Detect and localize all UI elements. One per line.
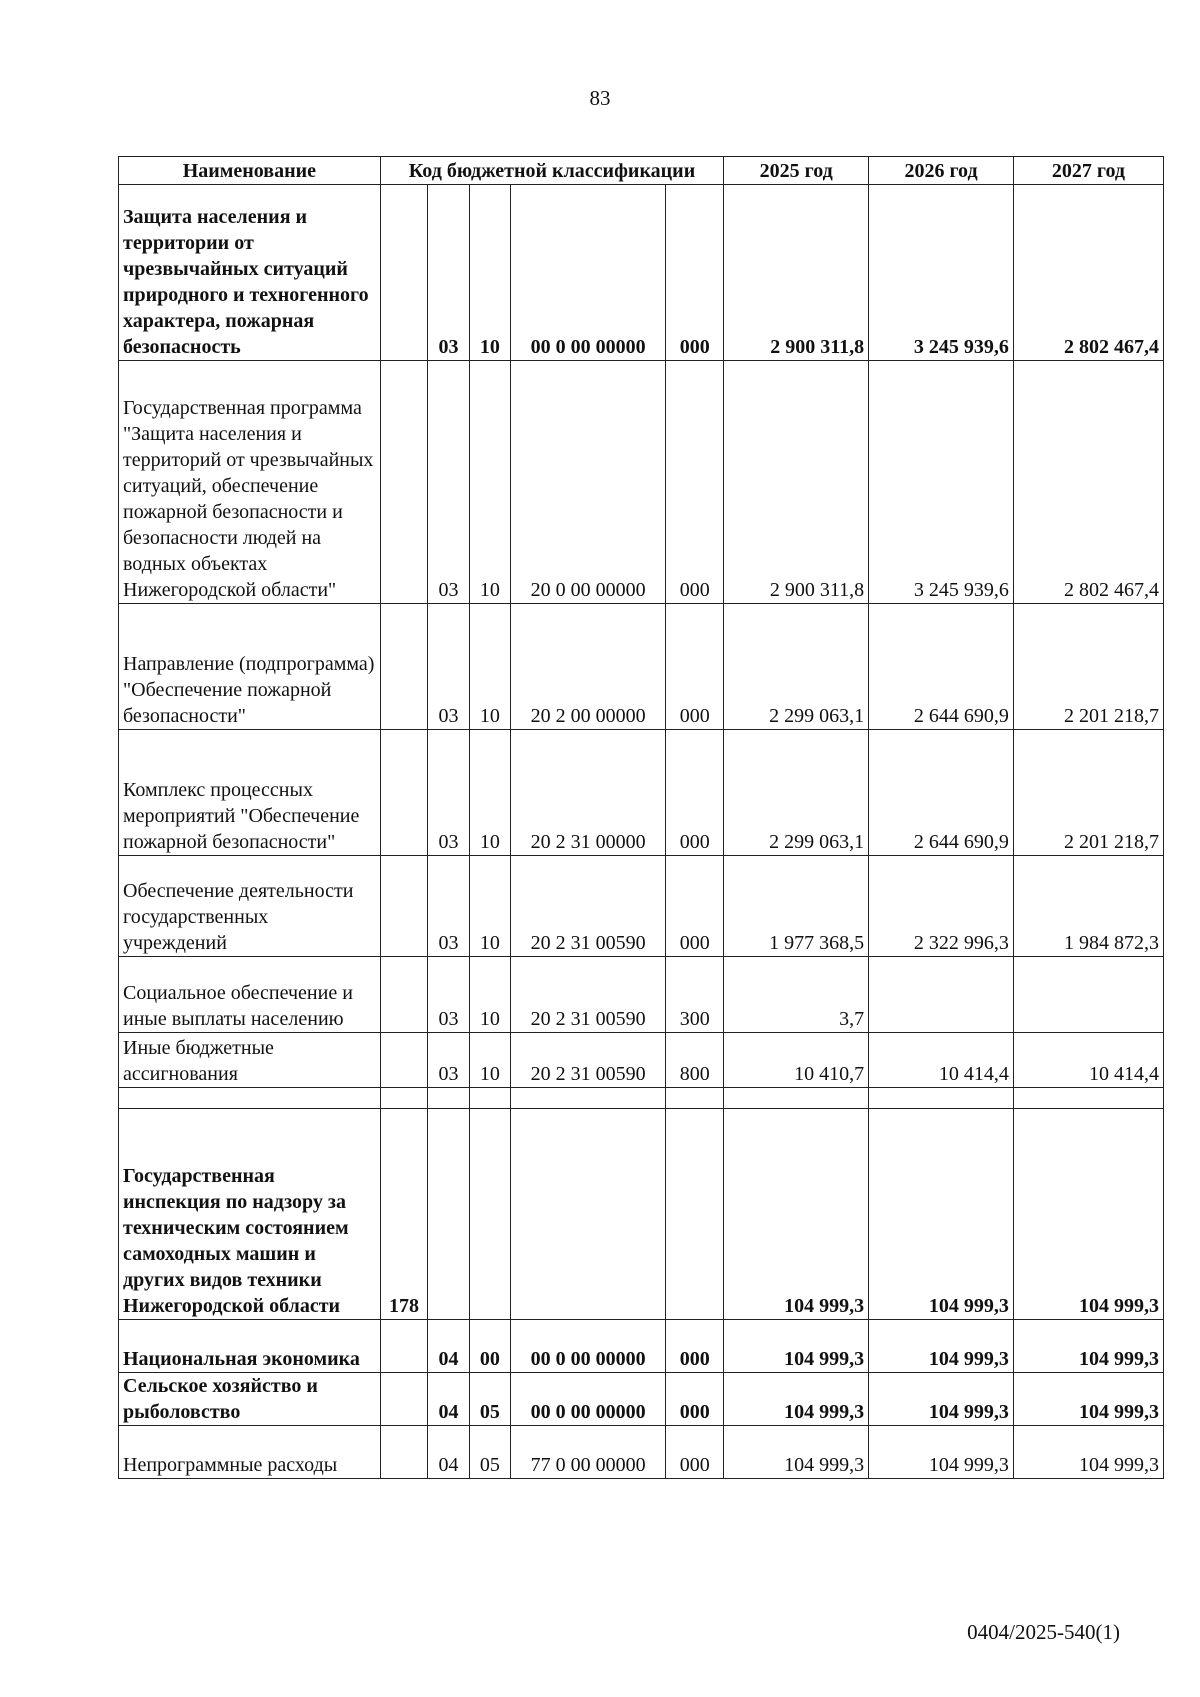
row-value-2025: 10 410,7 bbox=[724, 1033, 869, 1088]
header-name: Наименование bbox=[119, 157, 381, 185]
row-code-section: 03 bbox=[428, 957, 469, 1033]
row-code-type: 000 bbox=[666, 730, 724, 856]
table-row bbox=[119, 361, 1164, 604]
row-code-type: 000 bbox=[666, 185, 724, 361]
row-code-section: 04 bbox=[428, 1373, 469, 1426]
row-code-org bbox=[380, 1033, 428, 1088]
row-code-org: 178 bbox=[380, 1109, 428, 1320]
table-header-row bbox=[119, 157, 1164, 185]
row-code-target: 00 0 00 00000 bbox=[511, 1320, 666, 1373]
row-value-2025: 104 999,3 bbox=[724, 1373, 869, 1426]
table-row bbox=[119, 856, 1164, 957]
row-name: Обеспечение деятельности государственных учреждений bbox=[119, 856, 381, 957]
row-value-2026: 104 999,3 bbox=[869, 1109, 1014, 1320]
row-code-target: 20 2 00 00000 bbox=[511, 604, 666, 730]
row-name: Государственная программа "Защита населения и территорий от чрезвычайных ситуаций, обеспечение пожарной безопасности и безопасности людей на водных объектах Нижегородской области" bbox=[119, 361, 381, 604]
row-name: Государственная инспекция по надзору за техническим состоянием самоходных машин и других видов техники Нижегородской области bbox=[119, 1109, 381, 1320]
row-value-2027: 10 414,4 bbox=[1013, 1033, 1163, 1088]
row-code-section: 03 bbox=[428, 361, 469, 604]
row-name: Социальное обеспечение и иные выплаты населению bbox=[119, 957, 381, 1033]
row-code-section: 04 bbox=[428, 1320, 469, 1373]
row-code-target: 77 0 00 00000 bbox=[511, 1426, 666, 1479]
row-code-type: 000 bbox=[666, 604, 724, 730]
row-code-org bbox=[380, 957, 428, 1033]
row-code-subsection: 10 bbox=[469, 1033, 510, 1088]
row-code-subsection: 10 bbox=[469, 856, 510, 957]
row-value-2026: 104 999,3 bbox=[869, 1320, 1014, 1373]
row-name: Направление (подпрограмма) "Обеспечение пожарной безопасности" bbox=[119, 604, 381, 730]
table-row bbox=[119, 604, 1164, 730]
row-value-2025: 104 999,3 bbox=[724, 1109, 869, 1320]
row-code-subsection: 05 bbox=[469, 1373, 510, 1426]
row-value-2025: 2 299 063,1 bbox=[724, 604, 869, 730]
row-value-2027 bbox=[1013, 957, 1163, 1033]
row-name: Сельское хозяйство и рыболовство bbox=[119, 1373, 381, 1426]
row-value-2026: 2 644 690,9 bbox=[869, 730, 1014, 856]
row-code-type: 000 bbox=[666, 1320, 724, 1373]
row-code-subsection: 10 bbox=[469, 361, 510, 604]
row-code-type: 800 bbox=[666, 1033, 724, 1088]
row-code-target: 00 0 00 00000 bbox=[511, 1373, 666, 1426]
row-code-section: 03 bbox=[428, 1033, 469, 1088]
row-code-subsection: 10 bbox=[469, 957, 510, 1033]
row-value-2027: 104 999,3 bbox=[1013, 1109, 1163, 1320]
row-code-target: 20 2 31 00590 bbox=[511, 957, 666, 1033]
row-code-section: 04 bbox=[428, 1426, 469, 1479]
row-code-target: 20 2 31 00000 bbox=[511, 730, 666, 856]
row-code-type: 000 bbox=[666, 361, 724, 604]
row-value-2025: 2 299 063,1 bbox=[724, 730, 869, 856]
row-value-2026 bbox=[869, 957, 1014, 1033]
row-code-type: 300 bbox=[666, 957, 724, 1033]
row-code-subsection: 10 bbox=[469, 185, 510, 361]
row-code-org bbox=[380, 1320, 428, 1373]
row-code-section: 03 bbox=[428, 856, 469, 957]
row-code-section bbox=[428, 1109, 469, 1320]
row-code-subsection bbox=[469, 1109, 510, 1320]
row-value-2026: 3 245 939,6 bbox=[869, 361, 1014, 604]
row-code-type: 000 bbox=[666, 856, 724, 957]
row-code-subsection: 00 bbox=[469, 1320, 510, 1373]
table-row bbox=[119, 1033, 1164, 1088]
table-row bbox=[119, 1426, 1164, 1479]
row-code-org bbox=[380, 1373, 428, 1426]
header-2025: 2025 год bbox=[724, 157, 869, 185]
row-code-org bbox=[380, 361, 428, 604]
row-value-2027: 2 802 467,4 bbox=[1013, 185, 1163, 361]
row-name: Национальная экономика bbox=[119, 1320, 381, 1373]
row-value-2027: 2 802 467,4 bbox=[1013, 361, 1163, 604]
row-value-2025: 1 977 368,5 bbox=[724, 856, 869, 957]
row-code-subsection: 10 bbox=[469, 604, 510, 730]
row-name: Иные бюджетные ассигнования bbox=[119, 1033, 381, 1088]
table-row bbox=[119, 730, 1164, 856]
row-code-subsection: 05 bbox=[469, 1426, 510, 1479]
row-value-2025: 2 900 311,8 bbox=[724, 361, 869, 604]
table-row bbox=[119, 1320, 1164, 1373]
row-value-2027: 2 201 218,7 bbox=[1013, 730, 1163, 856]
header-code: Код бюджетной классификации bbox=[380, 157, 724, 185]
table-row bbox=[119, 957, 1164, 1033]
row-code-target: 20 0 00 00000 bbox=[511, 361, 666, 604]
header-2026: 2026 год bbox=[869, 157, 1014, 185]
row-code-org bbox=[380, 185, 428, 361]
row-value-2027: 104 999,3 bbox=[1013, 1320, 1163, 1373]
spacer-row bbox=[119, 1088, 1164, 1109]
row-code-target: 20 2 31 00590 bbox=[511, 1033, 666, 1088]
row-code-section: 03 bbox=[428, 730, 469, 856]
row-value-2025: 104 999,3 bbox=[724, 1426, 869, 1479]
page-number: 83 bbox=[589, 86, 611, 110]
row-code-target: 20 2 31 00590 bbox=[511, 856, 666, 957]
row-code-org bbox=[380, 1426, 428, 1479]
row-value-2026: 2 644 690,9 bbox=[869, 604, 1014, 730]
header-2027: 2027 год bbox=[1013, 157, 1163, 185]
row-value-2026: 3 245 939,6 bbox=[869, 185, 1014, 361]
row-name: Комплекс процессных мероприятий "Обеспечение пожарной безопасности" bbox=[119, 730, 381, 856]
row-value-2026: 104 999,3 bbox=[869, 1373, 1014, 1426]
row-value-2026: 104 999,3 bbox=[869, 1426, 1014, 1479]
row-value-2026: 2 322 996,3 bbox=[869, 856, 1014, 957]
row-code-type bbox=[666, 1109, 724, 1320]
table-row bbox=[119, 185, 1164, 361]
row-code-target bbox=[511, 1109, 666, 1320]
row-code-target: 00 0 00 00000 bbox=[511, 185, 666, 361]
budget-table bbox=[118, 156, 1164, 1479]
row-name: Непрограммные расходы bbox=[119, 1426, 381, 1479]
row-code-org bbox=[380, 604, 428, 730]
row-value-2025: 104 999,3 bbox=[724, 1320, 869, 1373]
row-code-org bbox=[380, 730, 428, 856]
row-code-section: 03 bbox=[428, 604, 469, 730]
row-code-type: 000 bbox=[666, 1373, 724, 1426]
row-code-org bbox=[380, 856, 428, 957]
row-value-2027: 2 201 218,7 bbox=[1013, 604, 1163, 730]
table-row bbox=[119, 1373, 1164, 1426]
document-code: 0404/2025-540(1) bbox=[967, 1620, 1120, 1644]
row-name: Защита населения и территории от чрезвычайных ситуаций природного и техногенного характера, пожарная безопасность bbox=[119, 185, 381, 361]
row-code-subsection: 10 bbox=[469, 730, 510, 856]
row-value-2026: 10 414,4 bbox=[869, 1033, 1014, 1088]
row-value-2027: 1 984 872,3 bbox=[1013, 856, 1163, 957]
row-value-2027: 104 999,3 bbox=[1013, 1426, 1163, 1479]
row-value-2025: 2 900 311,8 bbox=[724, 185, 869, 361]
row-value-2025: 3,7 bbox=[724, 957, 869, 1033]
row-value-2027: 104 999,3 bbox=[1013, 1373, 1163, 1426]
table-row bbox=[119, 1109, 1164, 1320]
row-code-type: 000 bbox=[666, 1426, 724, 1479]
row-code-section: 03 bbox=[428, 185, 469, 361]
